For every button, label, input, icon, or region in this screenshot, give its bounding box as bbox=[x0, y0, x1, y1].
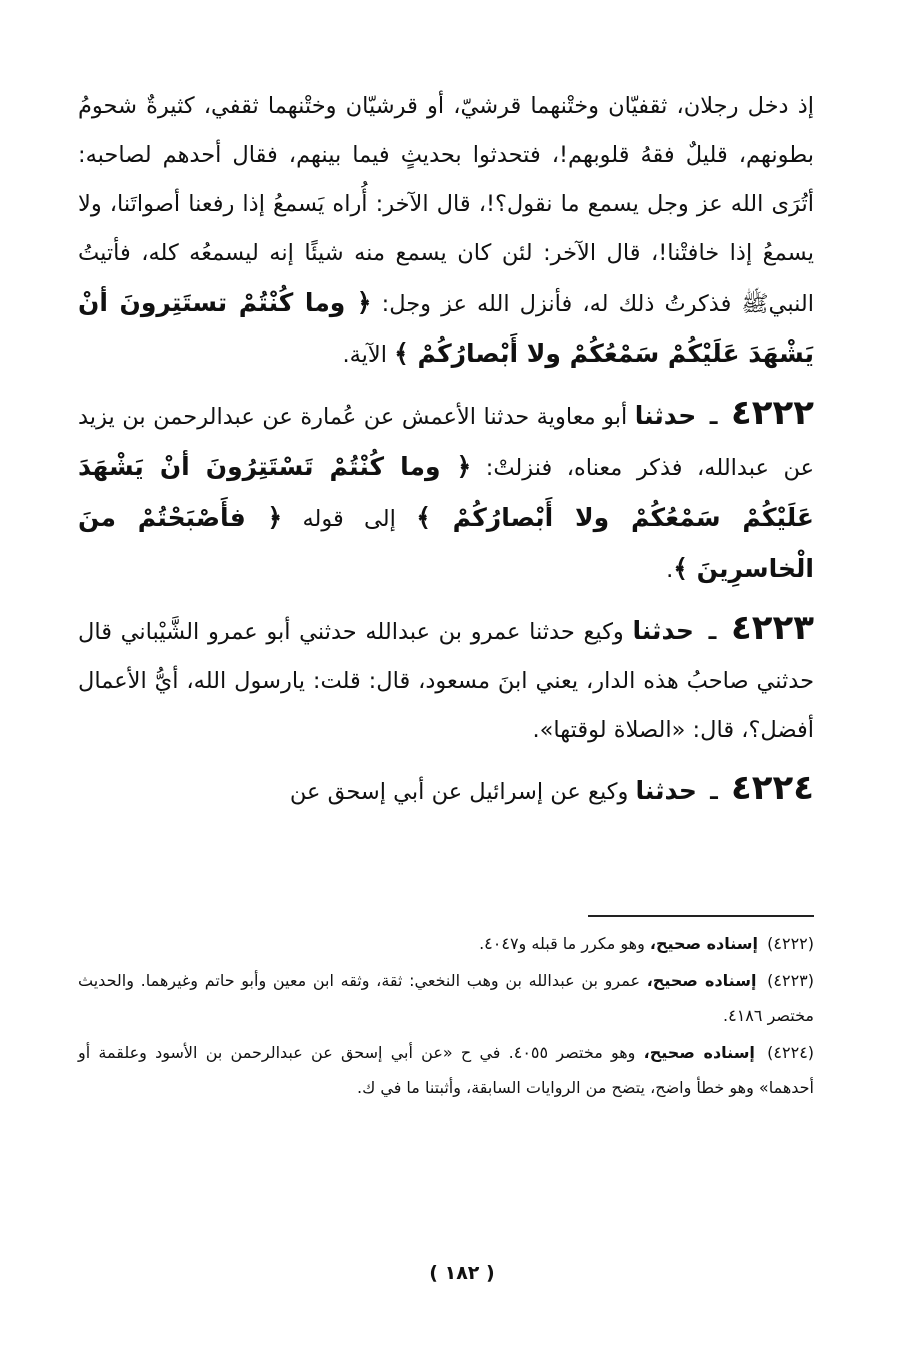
footnote bbox=[78, 926, 814, 961]
hadith-dash: ـ bbox=[709, 404, 718, 430]
hadith-number: ٤٢٢٤ bbox=[730, 768, 814, 808]
quran-verse: ﴿ وما كُنْتُمْ تَسْتَتِرُونَ أنْ يَشْهَدَ عَلَيْكُمْ سَمْعُكُمْ ولا أَبْصارُكُمْ ﴾ bbox=[78, 452, 815, 532]
footnote bbox=[78, 963, 814, 1033]
intro-text: إذ دخل رجلان، ثقفيّان وختْنهما قرشيّ، أو قرشيّان وختْنهما ثقفي، كثيرةٌ شحومُ بطونهم، قليلٌ فقهُ قلوبهم!، فتحدثوا بحديثٍ فيما بينهم، فقال أحدهم لصاحبه: أتُرَى الله عز وجل يسمع ما نقول؟!، قال الآخر: أُراه يَسمعُ إذا رفعنا أصواتَنا، ولا يسمعُ إذا خافتْنا!، قال الآخر: لئن كان يسمع منه شيئًا إنه ليسمعُه كله، فأتيتُ النبيﷺ فذكرتُ ذلك له، فأنزل الله عز وجل: bbox=[78, 93, 815, 317]
footnote-number: (٤٢٢٢) bbox=[767, 934, 814, 953]
hadith-text: وكيع حدثنا عمرو بن عبدالله حدثني أبو عمرو الشَّيْباني قال حدثني صاحبُ هذه الدار، يعني ابنَ مسعود، قال: قلت: يارسول الله، أيُّ الأعمال أفضل؟، قال: «الصلاة لوقتها». bbox=[78, 619, 814, 743]
hadith-keyword: حدثنا bbox=[634, 401, 697, 430]
footnote bbox=[78, 1035, 814, 1105]
footnote-text: وهو مكرر ما قبله و٤٠٤٧. bbox=[479, 934, 645, 953]
footnotes bbox=[78, 926, 814, 1105]
hadith-number: ٤٢٢٢ bbox=[730, 393, 814, 433]
hadith-text: إلى قوله bbox=[302, 506, 396, 532]
intro-end: الآية. bbox=[342, 342, 387, 368]
footnote-divider bbox=[588, 915, 814, 917]
hadith-4223 bbox=[78, 604, 814, 755]
footnote-text: وهو مختصر ٤٠٥٥. في ح «عن أبي إسحق عن عبدالرحمن بن الأسود وعلقمة أو أحدهما» وهو خطأ واضح، يتضح من الروايات السابقة، وأثبتنا ما في ك. bbox=[78, 1043, 814, 1097]
footnote-number: (٤٢٢٤) bbox=[767, 1043, 815, 1062]
footnote-text: عمرو بن عبدالله بن وهب النخعي: ثقة، وثقه ابن معين وأبو حاتم وغيرهما. والحديث مختصر ٤١٨٦. bbox=[78, 971, 814, 1025]
footnote-grade: إسناده صحيح، bbox=[649, 934, 759, 953]
hadith-continuation bbox=[78, 82, 814, 380]
footnote-number: (٤٢٢٣) bbox=[767, 971, 815, 990]
hadith-text: وكيع عن إسرائيل عن أبي إسحق عن bbox=[289, 779, 629, 805]
hadith-dash: ـ bbox=[708, 619, 717, 645]
hadith-keyword: حدثنا bbox=[632, 616, 694, 645]
hadith-4222 bbox=[78, 389, 814, 595]
footnote-grade: إسناده صحيح، bbox=[643, 1043, 755, 1062]
quran-verse: ﴿ وما كُنْتُمْ تستَتِرونَ أنْ يَشْهَدَ عَلَيْكُمْ سَمْعُكُمْ ولا أَبْصارُكُمْ ﴾ bbox=[78, 288, 814, 368]
hadith-number: ٤٢٢٣ bbox=[731, 608, 815, 648]
hadith-4224 bbox=[78, 764, 814, 817]
hadith-text: . bbox=[666, 557, 674, 583]
main-text bbox=[78, 82, 814, 817]
quran-verse: ﴿ فأَصْبَحْتُمْ منَ الْخاسرِينَ ﴾ bbox=[78, 503, 814, 583]
hadith-text: أبو معاوية حدثنا الأعمش عن عُمارة عن عبدالرحمن بن يزيد عن عبدالله، فذكر معناه، فنزلتْ: bbox=[78, 404, 815, 481]
footnote-grade: إسناده صحيح، bbox=[646, 971, 757, 990]
hadith-keyword: حدثنا bbox=[635, 776, 697, 805]
page-number: ( ١٨٢ ) bbox=[429, 1262, 495, 1284]
hadith-dash: ـ bbox=[710, 779, 718, 805]
